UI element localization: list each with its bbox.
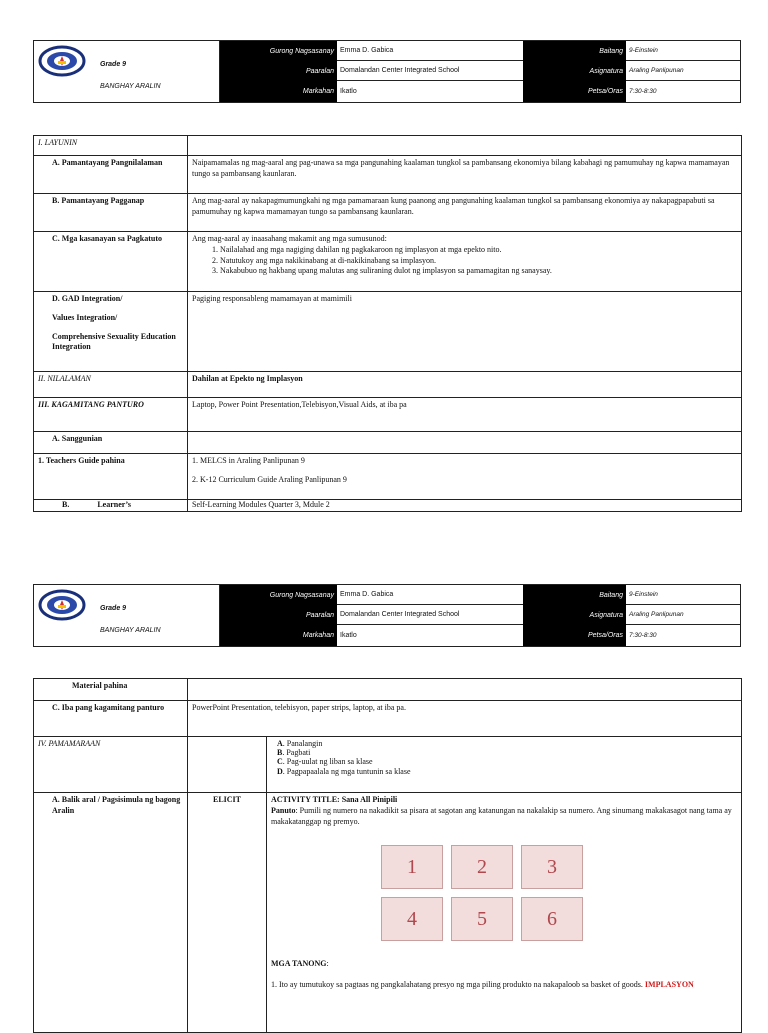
header-key: Gurong Nagsasanay — [220, 41, 337, 61]
row-content — [188, 454, 742, 500]
header-value: Araling Panlipunan — [626, 605, 740, 625]
table-row — [34, 793, 742, 1033]
header-key: Baitang — [523, 41, 626, 61]
deped-seal-icon — [38, 589, 86, 621]
logo-cell — [34, 585, 220, 646]
banghay-label: BANGHAY ARALIN — [100, 83, 161, 90]
header-value: 9-Einstein — [626, 585, 740, 605]
panuto-text: : Pumili ng numero na nakadikit sa pisara at sagotan ang katanungan na nakalakip sa numero. Ang sinumang makakasagot nang tama ay makakatanggap ng premyo. — [271, 805, 732, 826]
panuto-label: Panuto — [271, 805, 296, 815]
activity-title: ACTIVITY TITLE: Sana All Pinipili — [271, 795, 398, 804]
grade-label: Grade 9 — [100, 605, 127, 612]
reference-item: 2. K-12 Curriculum Guide Araling Panlipunan 9 — [192, 474, 347, 484]
header-row — [220, 41, 740, 61]
procedure-text: . Pag-uulat ng liban sa klase — [282, 757, 373, 767]
banghay-label: BANGHAY ARALIN — [100, 627, 161, 634]
row-content: Laptop, Power Point Presentation,Telebisyon,Visual Aids, at iba pa — [188, 398, 742, 432]
header-row — [220, 625, 740, 646]
questions-heading: MGA TANONG: — [271, 959, 329, 969]
row-content: Dahilan at Epekto ng Implasyon — [188, 372, 742, 398]
panuto — [271, 806, 737, 828]
header-key: Markahan — [220, 81, 337, 102]
row-label: A. Pamantayang Pangnilalaman — [34, 156, 188, 194]
question-item — [271, 980, 737, 991]
list-item: 3. Nakabubuo ng hakbang upang malutas ang suliraning dulot ng implasyon sa pamamagitan ng sanaysay. — [220, 266, 737, 277]
table-row — [34, 454, 742, 500]
header-row — [220, 81, 740, 102]
table-row — [34, 232, 742, 292]
row-label: C. Iba pang kagamitang panturo — [34, 701, 188, 737]
header-value: Araling Panlipunan — [626, 61, 740, 81]
table-row — [34, 701, 742, 737]
deped-seal-icon — [38, 45, 86, 77]
row-content: Naipamamalas ng mag-aaral ang pag-unawa sa mga pangunahing kaalaman tungkol sa pambansang ekonomiya bilang kabahagi ng pamumuhay ng kapwa mamamayan tungo sa pambansang kaunlaran. — [188, 156, 742, 194]
objectives-list — [192, 245, 737, 277]
table-row — [34, 194, 742, 232]
header-value: Ikatlo — [340, 88, 357, 95]
procedure-item — [277, 757, 737, 766]
header-value: 7:30-8:30 — [629, 632, 657, 639]
procedure-letter: B — [277, 748, 283, 758]
lesson-header — [33, 40, 741, 103]
answer-text: IMPLASYON — [644, 980, 694, 990]
row-label — [34, 500, 188, 512]
elicit-label: ELICIT — [188, 793, 267, 1033]
table-row — [34, 432, 742, 454]
table-row — [34, 398, 742, 432]
table-row — [34, 737, 742, 793]
row-content: Self-Learning Modules Quarter 3, Mdule 2 — [188, 500, 742, 512]
row-label: 1. Teachers Guide pahina — [34, 454, 188, 500]
row-label: C. Mga kasanayan sa Pagkatuto — [34, 232, 188, 292]
row-content: Pagiging responsableng mamamayan at mamimili — [188, 292, 742, 372]
learner-letter: B. — [62, 500, 70, 509]
learner-label: Learner’s — [97, 500, 131, 509]
number-tile[interactable]: 2 — [451, 845, 513, 889]
procedure-letter: D — [277, 766, 283, 776]
header-value: 7:30-8:30 — [629, 88, 657, 95]
header-value: 9-Einstein — [626, 41, 740, 61]
logo-cell — [34, 41, 220, 102]
header-value: Domalandan Center Integrated School — [337, 605, 523, 625]
gad-label: D. GAD Integration/ — [52, 294, 123, 303]
header-row — [220, 61, 740, 81]
header-key: Asignatura — [523, 605, 626, 625]
row-content — [267, 793, 742, 1033]
number-tiles — [381, 845, 737, 941]
number-tile[interactable]: 5 — [451, 897, 513, 941]
section-heading: I. LAYUNIN — [34, 136, 188, 156]
row-content — [267, 737, 742, 793]
row-label: B. Pamantayang Pagganap — [34, 194, 188, 232]
header-value: Ikatlo — [340, 632, 357, 639]
header-key: Paaralan — [220, 605, 337, 625]
row-label: A. Balik aral / Pagsisimula ng bagong Aralin — [34, 793, 188, 1033]
reference-item: 1. MELCS in Araling Panlipunan 9 — [192, 456, 305, 465]
header-key: Paaralan — [220, 61, 337, 81]
lesson-plan-table-1 — [33, 135, 742, 512]
table-row — [34, 372, 742, 398]
row-label: Material pahina — [34, 679, 188, 701]
lesson-header — [33, 584, 741, 647]
row-label: A. Sanggunian — [34, 432, 188, 454]
row-content: PowerPoint Presentation, telebisyon, paper strips, laptop, at iba pa. — [188, 701, 742, 737]
procedure-letter: A — [277, 739, 283, 748]
procedure-text: . Panalangin — [282, 739, 323, 748]
header-key: Baitang — [523, 585, 626, 605]
header-row — [220, 585, 740, 605]
question-text: 1. Ito ay tumutukoy sa pagtaas ng pangkalahatang presyo ng mga piling produkto na nakapaloob sa basket of goods. — [271, 980, 645, 990]
row-label — [34, 292, 188, 372]
procedure-letter: C — [277, 757, 283, 767]
header-row — [220, 605, 740, 625]
header-key: Petsa/Oras — [523, 81, 626, 102]
procedure-item — [277, 739, 737, 748]
header-key: Asignatura — [523, 61, 626, 81]
list-item: 1. Nailalahad ang mga nagiging dahilan ng pagkakaroon ng implasyon at mga epekto nito. — [220, 245, 737, 256]
values-label: Values Integration/ — [52, 312, 118, 322]
procedure-item — [277, 748, 737, 757]
table-row — [34, 292, 742, 372]
procedure-text: . Pagpapaalala ng mga tuntunin sa klase — [282, 766, 411, 776]
table-row — [34, 679, 742, 701]
table-row — [34, 136, 742, 156]
number-tile[interactable]: 6 — [521, 897, 583, 941]
number-tile[interactable]: 3 — [521, 845, 583, 889]
header-value: Domalandan Center Integrated School — [337, 61, 523, 81]
number-tile[interactable]: 4 — [381, 897, 443, 941]
header-value: Emma D. Gabica — [337, 41, 523, 61]
cse-label: Comprehensive Sexuality Education Integration — [52, 331, 176, 352]
section-heading: III. KAGAMITANG PANTURO — [34, 398, 188, 432]
grade-label: Grade 9 — [100, 61, 127, 68]
objectives-intro: Ang mag-aaral ay inaasahang makamit ang mga sumusunod: — [192, 234, 387, 243]
row-content — [188, 232, 742, 292]
table-row — [34, 156, 742, 194]
section-heading: II. NILALAMAN — [34, 372, 188, 398]
lesson-plan-table-2 — [33, 678, 742, 1033]
procedure-item — [277, 767, 737, 776]
header-value: Emma D. Gabica — [337, 585, 523, 605]
header-key: Markahan — [220, 625, 337, 646]
row-content: Ang mag-aaral ay nakapagmumungkahi ng mga pamamaraan kung paanong ang pangunahing kaalaman tungkol sa pambansang ekonomiya ay nakapagpapabuti sa pamumuhay ng kapwa mamamayan tungo sa pambansang kaunlaran. — [188, 194, 742, 232]
procedure-text: . Pagbati — [282, 748, 311, 758]
number-tile[interactable]: 1 — [381, 845, 443, 889]
table-row — [34, 500, 742, 512]
section-heading: IV. PAMAMARAAN — [34, 737, 188, 793]
header-key: Gurong Nagsasanay — [220, 585, 337, 605]
header-key: Petsa/Oras — [523, 625, 626, 646]
list-item: 2. Natutukoy ang mga nakikinabang at di-nakikinabang sa implasyon. — [220, 256, 737, 267]
